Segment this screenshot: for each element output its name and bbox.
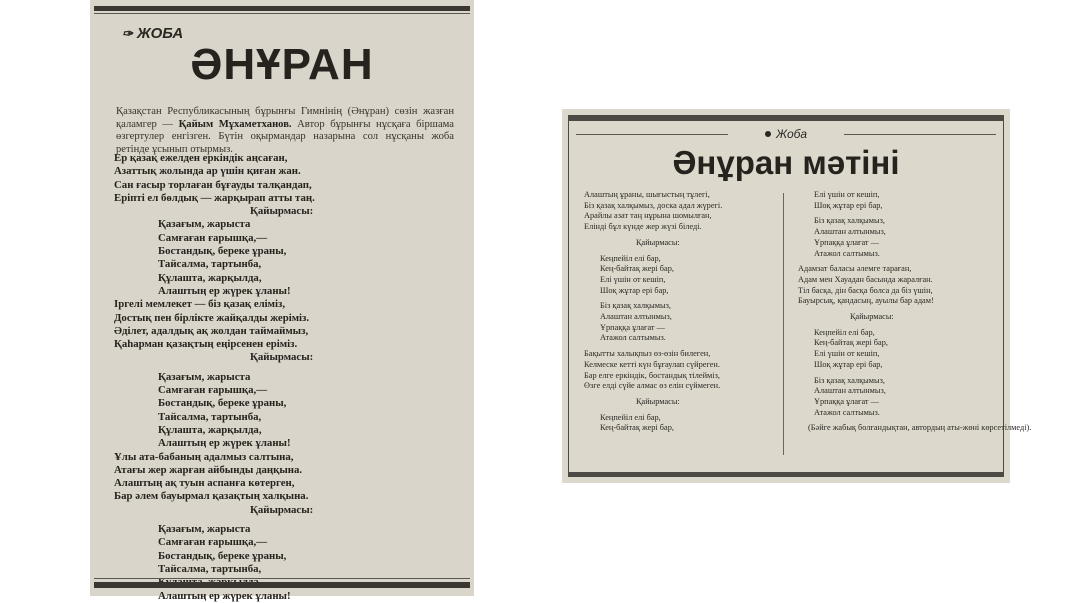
right-newspaper-clipping — [562, 109, 1032, 483]
refrain-line: Алаштан алтынмыз, — [600, 312, 672, 322]
refrain-line: Біз қазақ халқымыз, — [814, 375, 885, 385]
bottom-rule — [94, 582, 470, 588]
verse-line: Елінді бұл күнде жер жүзі біледі. — [584, 222, 702, 232]
verse-line: Тіл басқа, дін басқа болса да біз үшін, — [798, 285, 933, 295]
bottom-rule-thin — [94, 578, 470, 579]
verse-line: Әділет, адалдық ақ жолдан таймаймыз, — [114, 324, 309, 337]
page-title: ӘНҰРАН — [190, 40, 374, 89]
verse-line: Ер қазақ ежелден еркіндік аңсаған, — [114, 152, 288, 164]
verse-line: Бауырсық, қандасың, ауылы бар адам! — [798, 296, 934, 306]
verse-line: Азаттық жолында ар үшін қиған жан. — [114, 165, 301, 178]
refrain-label: Қайырмасы: — [636, 237, 680, 247]
author-name: Қайым Мұхаметханов. — [178, 118, 292, 130]
refrain-line: Құлашта, жарқылда, — [158, 271, 262, 284]
refrain-line: Қазағым, жарыста — [158, 218, 251, 231]
refrain-line: Самғаған ғарышқа,— — [158, 384, 268, 397]
pen-icon: ✑ — [122, 26, 133, 41]
kicker — [576, 127, 996, 141]
verse-line: Атағы жер жарған айбынды даңқына. — [114, 463, 303, 476]
refrain-label: Қайырмасы: — [850, 312, 894, 322]
left-newspaper-clipping — [90, 0, 474, 602]
refrain-line: Қазағым, жарыста — [158, 370, 251, 383]
refrain-line: Алаштан алтынмыз, — [814, 386, 886, 396]
refrain-line: Құлашта, жарқылда, — [158, 423, 262, 436]
intro-paragraph: Қазақстан Республикасының бұрынғы Гимнінің (Әнұран) сөзін жазған қаламгер — Қайым Мұхаметханов. Автор бұрынғы нұсқаға біршама өзгертулер енгізген. Бүтін оқырмандар назарына сол нұсқаны жоба ретінде ұсынып отырмыз. — [116, 106, 454, 155]
verse-line: Өзге елді сүйе алмас өз елін сүймеген. — [584, 381, 721, 391]
refrain-line: Кеңпейіл елі бар, — [600, 253, 661, 263]
kicker-text: Жоба — [775, 127, 808, 141]
text-column-left — [584, 190, 780, 434]
refrain-line: Бостандық, береке ұраны, — [158, 397, 287, 410]
refrain-line: Бостандық, береке ұраны, — [158, 245, 287, 258]
refrain-label: Қайырмасы: — [636, 396, 680, 406]
refrain-line: Кең-байтақ жері бар, — [600, 264, 674, 274]
refrain-label: Қайырмасы: — [250, 205, 314, 218]
top-rule — [94, 6, 470, 11]
refrain-line: Кеңпейіл елі бар, — [814, 327, 875, 337]
refrain-line: Шоқ жұтар ері бар, — [600, 285, 669, 295]
verse-line: Ұлы ата-бабаның адалмыз салтына, — [114, 450, 294, 463]
verse-line: Бақытты халықпыз өз-өзін билеген, — [584, 349, 711, 359]
verse-line: Адамзат баласы әлемге тараған, — [798, 264, 912, 274]
refrain-line: Елі үшін от кешіп, — [600, 274, 666, 284]
refrain-line: Алаштың ер жүрек ұланы! — [158, 437, 291, 450]
verse-line: Еріпті ел бөлдық — жарқырап атты таң. — [114, 191, 315, 204]
verse-line: Адам мен Хауадан басында жаралған. — [798, 274, 933, 284]
refrain-line: Біз қазақ халқымыз, — [600, 301, 671, 311]
refrain-line: Ұрпаққа ұлағат — — [814, 396, 879, 406]
verse-line: Алаштың ұраны, шығыстың тұлегі, — [584, 190, 710, 199]
refrain-line: Біз қазақ халқымыз, — [814, 216, 885, 226]
refrain-line: Шоқ жұтар ері бар, — [814, 200, 883, 210]
top-rule-thin — [94, 13, 470, 14]
refrain-line: Алаштан алтынмыз, — [814, 227, 886, 237]
refrain-line: Самғаған ғарышқа,— — [158, 536, 268, 549]
refrain-line: Елі үшін от кешіп, — [814, 190, 880, 199]
refrain-line: Атажол салтымыз. — [814, 248, 880, 258]
refrain-line: Тайсалма, тартынба, — [158, 562, 262, 575]
verse-line: Қаһарман қазақтың еңірсенен еріміз. — [114, 338, 298, 351]
verse-line: Алаштың ақ туын аспанға көтерген, — [114, 477, 295, 490]
refrain-line: Кең-байтақ жері бар, — [600, 423, 674, 433]
bottom-rule — [568, 472, 1004, 477]
refrain-line: Бостандық, береке ұраны, — [158, 549, 287, 562]
refrain-line: Қазағым, жарыста — [158, 523, 251, 536]
verse-line: Сан ғасыр торлаған бұғауды талқандап, — [114, 178, 312, 191]
editorial-note: (Бәйге жабық болғандықтан, автордың аты-жөні көрсетілмеді). — [808, 423, 1032, 433]
refrain-line: Тайсалма, тартынба, — [158, 258, 262, 271]
refrain-label: Қайырмасы: — [250, 351, 314, 364]
column-divider — [783, 193, 784, 455]
top-rule — [568, 115, 1004, 121]
refrain-line: Кеңпейіл елі бар, — [600, 412, 661, 422]
bullet-icon — [765, 131, 771, 137]
verse-line: Келмеске кетті күн бұғаулап сүйреген. — [584, 359, 720, 369]
kicker-text: ЖОБА — [136, 25, 184, 42]
refrain-line: Тайсалма, тартынба, — [158, 410, 262, 423]
verse-line: Бар елге еркіндік, бостандық тілейміз, — [584, 370, 720, 380]
refrain-line: Атажол салтымыз. — [600, 333, 666, 343]
verse-line: Іргелі мемлекет — біз қазақ еліміз, — [114, 298, 286, 311]
verse-line: Арайлы азат таң нұрына шомылған, — [584, 211, 712, 221]
text-column-right — [798, 190, 1032, 434]
refrain-line: Алаштың ер жүрек ұланы! — [158, 589, 291, 602]
anthem-text — [114, 152, 454, 603]
refrain-line: Елі үшін от кешіп, — [814, 349, 880, 359]
refrain-line: Кең-байтақ жері бар, — [814, 338, 888, 348]
page-title: Әнұран мәтіні — [672, 144, 900, 181]
refrain-line: Шоқ жұтар ері бар, — [814, 359, 883, 369]
verse-line: Біз қазақ халқымыз, доска адал жүрегі. — [584, 200, 723, 210]
refrain-label: Қайырмасы: — [250, 503, 314, 516]
verse-line: Бар әлем бауырмал қазақтың халқына. — [114, 490, 309, 503]
refrain-line: Алаштың ер жүрек ұланы! — [158, 284, 291, 297]
verse-line: Достық пен бірлікте жайқалды жеріміз. — [114, 311, 310, 324]
refrain-line: Ұрпаққа ұлағат — — [814, 237, 879, 247]
refrain-line: Самғаған ғарышқа,— — [158, 231, 268, 244]
refrain-line: Атажол салтымыз. — [814, 407, 880, 417]
refrain-line: Ұрпаққа ұлағат — — [600, 322, 665, 332]
